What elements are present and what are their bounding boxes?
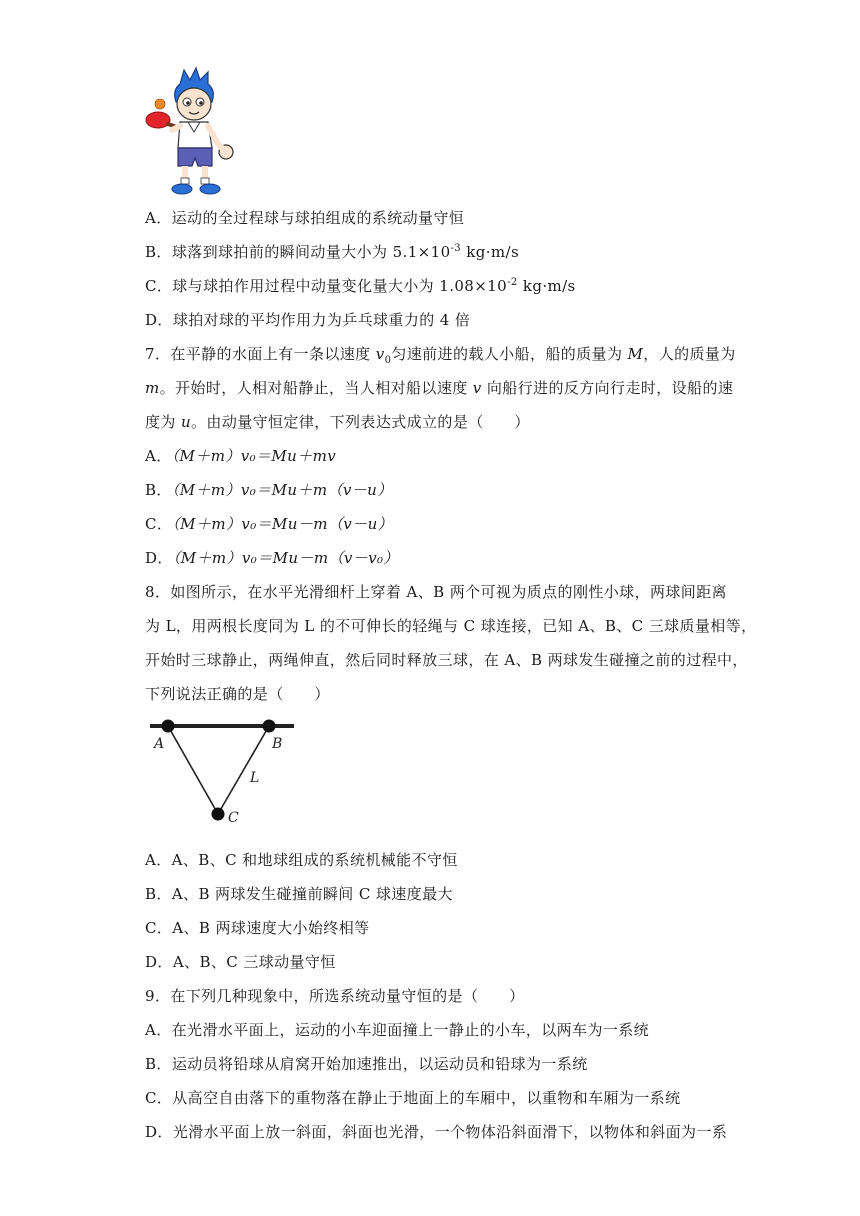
string-ac [168, 726, 218, 814]
ping-pong-boy-illustration [140, 66, 245, 198]
ball-b [263, 720, 276, 733]
q6-option-c: C．球与球拍作用过程中动量变化量大小为 $1.08\times 10^{-2}$ kg·m/s [145, 277, 576, 295]
q9-stem: 9．在下列几种现象中，所选系统动量守恒的是（ ） [145, 987, 525, 1005]
q8-option-b: B．A、B 两球发生碰撞前瞬间 C 球速度最大 [145, 885, 453, 903]
q9-option-d: D．光滑水平面上放一斜面，斜面也光滑，一个物体沿斜面滑下，以物体和斜面为一系 [145, 1123, 728, 1141]
q8-option-a: A．A、B、C 和地球组成的系统机械能不守恒 [145, 851, 458, 869]
q6-option-a: A．运动的全过程球与球拍组成的系统动量守恒 [145, 209, 465, 227]
q8-stem-line-3: 开始时三球静止，两绳伸直，然后同时释放三球，在 A、B 两球发生碰撞之前的过程中， [145, 651, 748, 669]
q9-option-b: B．运动员将铅球从肩窝开始加速推出，以运动员和铅球为一系统 [145, 1055, 588, 1073]
label-b: B [272, 736, 283, 752]
q8-option-d: D．A、B、C 三球动量守恒 [145, 953, 336, 971]
q8-rod-ball-diagram [148, 716, 298, 828]
label-l: L [250, 770, 260, 786]
q8-stem-line-2: 为 L，用两根长度同为 L 的不可伸长的轻绳与 C 球连接，已知 A、B、C 三球质量相等， [145, 617, 757, 635]
q7-stem-line-1: 7．在平静的水面上有一条以速度 $v_0$匀速前进的载人小船，船的质量为 M，人的质量为 [145, 345, 736, 366]
q8-stem-line-1: 8．如图所示，在水平光滑细杆上穿着 A、B 两个可视为质点的刚性小球，两球间距离 [145, 583, 727, 601]
label-c: C [228, 810, 239, 826]
q8-stem-line-4: 下列说法正确的是（ ） [145, 685, 330, 703]
q8-option-c: C．A、B 两球速度大小始终相等 [145, 919, 370, 937]
q7-option-c: C．（M＋m）v₀＝Mu－m（v－u） [145, 515, 394, 533]
q7-option-d: D．（M＋m）v₀＝Mu－m（v－v₀） [145, 549, 399, 567]
q6-option-b: B．球落到球拍前的瞬间动量大小为 $5.1\times 10^{-3}$ kg·m/s [145, 243, 520, 261]
q7-stem-line-2: m。开始时，人相对船静止，当人相对船以速度 v 向船行进的反方向行走时，设船的速 [145, 379, 734, 397]
q9-option-c: C．从高空自由落下的重物落在静止于地面上的车厢中，以重物和车厢为一系统 [145, 1089, 681, 1107]
q7-option-b: B．（M＋m）v₀＝Mu＋m（v－u） [145, 481, 393, 499]
ball-a [162, 720, 175, 733]
q7-stem-line-3: 度为 u。由动量守恒定律，下列表达式成立的是（ ） [145, 413, 530, 431]
q7-option-a: A．（M＋m）v₀＝Mu＋mv [145, 447, 337, 465]
ball-c [212, 808, 225, 821]
q6-option-d: D．球拍对球的平均作用力为乒乓球重力的 4 倍 [145, 311, 471, 329]
label-a: A [154, 736, 165, 752]
string-bc [218, 726, 269, 814]
q9-option-a: A．在光滑水平面上，运动的小车迎面撞上一静止的小车，以两车为一系统 [145, 1021, 650, 1039]
